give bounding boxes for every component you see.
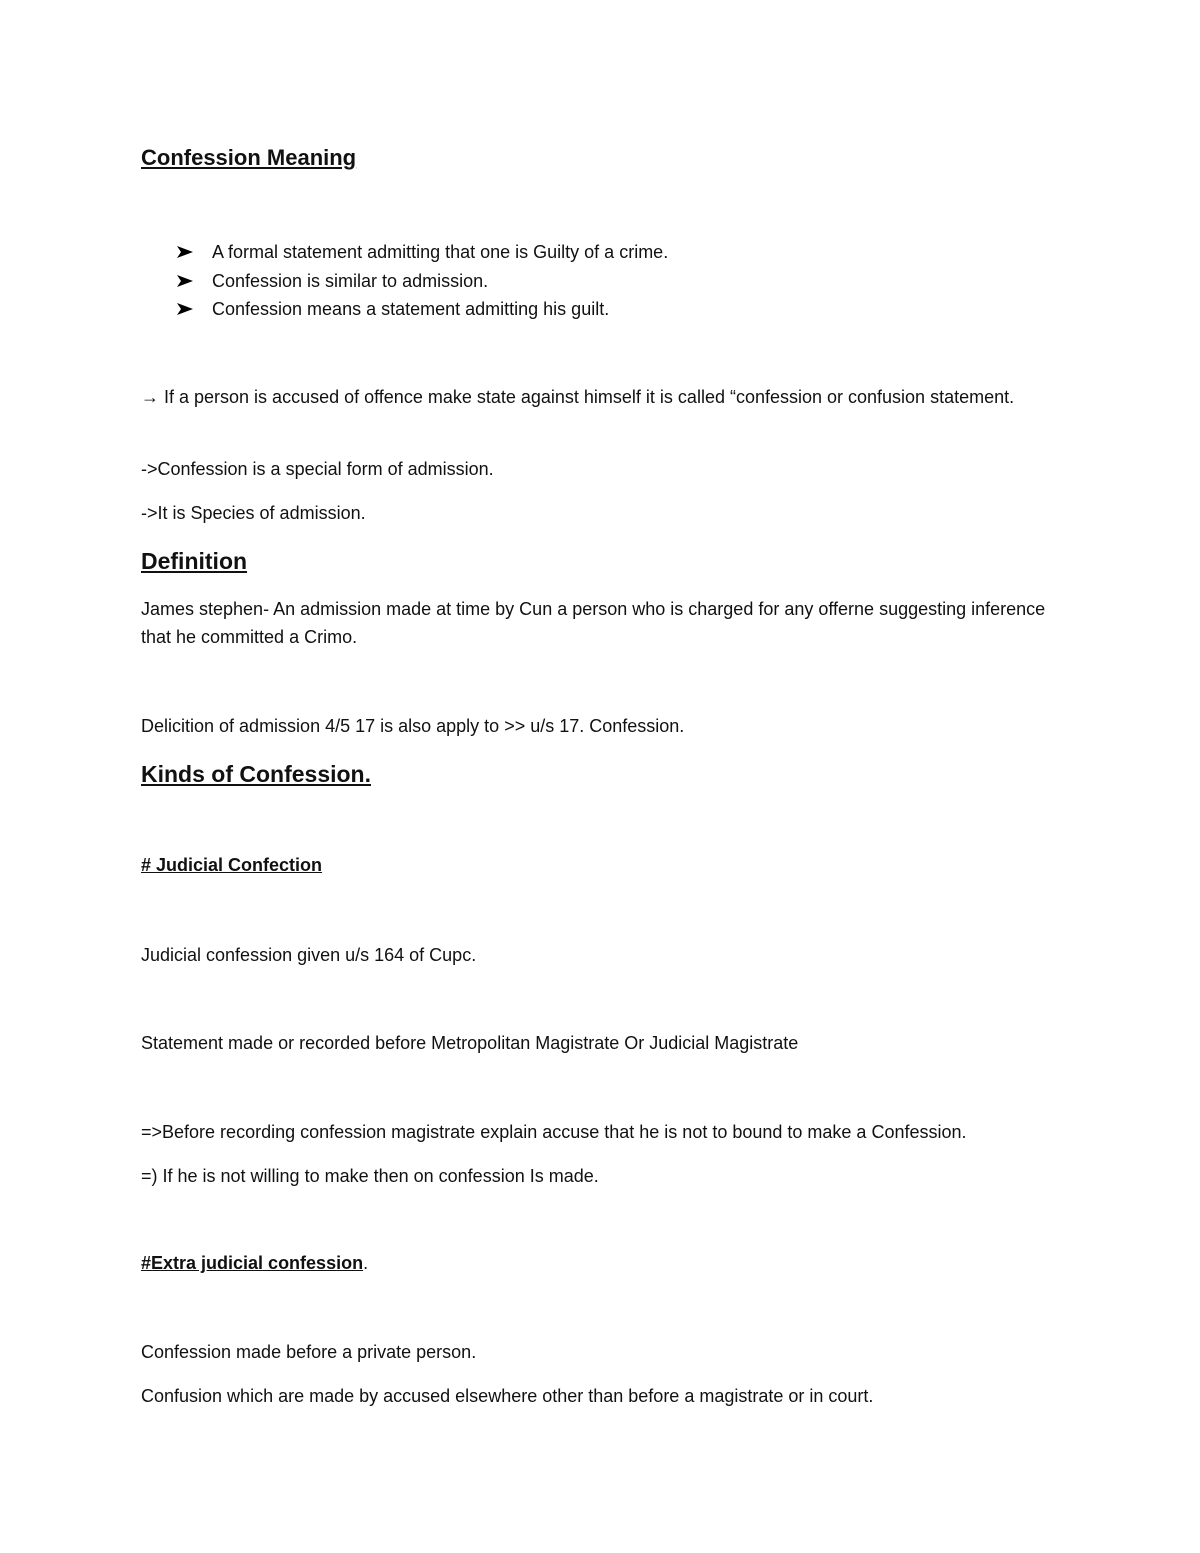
heading-extra-period: . (363, 1253, 369, 1273)
paragraph-species: ->It is Species of admission. (141, 503, 366, 523)
paragraph-statement-made: Statement made or recorded before Metropolitan Magistrate Or Judicial Magistrate (141, 1033, 799, 1053)
heading-extra-judicial-confession: #Extra judicial confession (141, 1253, 364, 1273)
paragraph-private-person: Confession made before a private person. (141, 1342, 477, 1362)
bullet-text: A formal statement admitting that one is Guilty of a crime. (212, 242, 669, 262)
paragraph-accused: → If a person is accused of offence make state against himself it is called “confession or confusion statement. (141, 387, 1015, 407)
paragraph-james-stephen: James stephen- An admission made at time by Cun a person who is charged for any offerne suggesting inference that he committed a Crimo. (141, 599, 1046, 647)
heading-extra-judicial-line (141, 1249, 1071, 1277)
paragraph-special-form: ->Confession is a special form of admission. (141, 459, 494, 479)
arrowhead-bullet-icon (176, 245, 194, 259)
paragraph-not-willing: =) If he is not willing to make then on confession Is made. (141, 1166, 599, 1186)
paragraph-confusion-elsewhere: Confusion which are made by accused elsewhere other than before a magistrate or in court. (141, 1386, 874, 1406)
heading-definition: Definition (141, 548, 248, 574)
paragraph-delicition: Delicition of admission 4/5 17 is also apply to >> u/s 17. Confession. (141, 716, 685, 736)
list-item (176, 267, 668, 296)
paragraph-judicial-given: Judicial confession given u/s 164 of Cupc. (141, 945, 477, 965)
arrowhead-bullet-icon (176, 302, 194, 316)
heading-judicial-confection: # Judicial Confection (141, 855, 323, 875)
heading-kinds-of-confession: Kinds of Confession. (141, 761, 371, 787)
meaning-bullet-list (176, 238, 668, 324)
list-item (176, 238, 668, 267)
list-item (176, 295, 668, 324)
bullet-text: Confession means a statement admitting his guilt. (212, 299, 610, 319)
arrowhead-bullet-icon (176, 274, 194, 288)
paragraph-before-recording: =>Before recording confession magistrate explain accuse that he is not to bound to make a Confession. (141, 1122, 967, 1142)
heading-confession-meaning: Confession Meaning (141, 145, 357, 170)
bullet-text: Confession is similar to admission. (212, 270, 489, 291)
